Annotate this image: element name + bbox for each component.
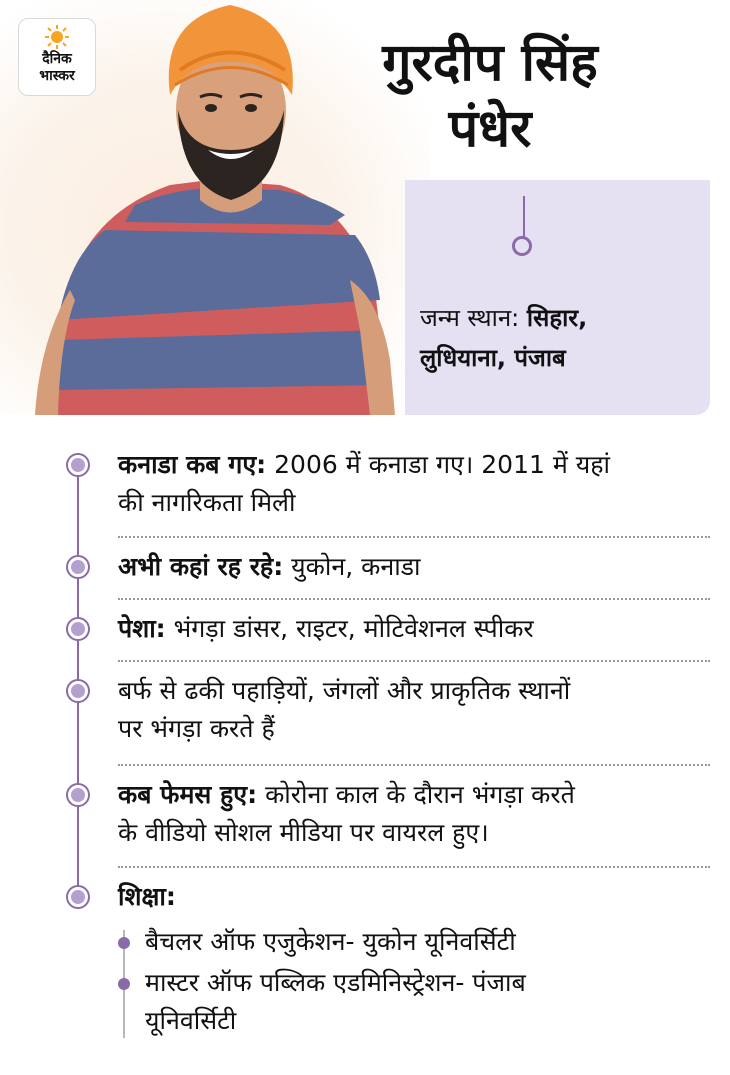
connector-line: [523, 196, 525, 238]
fact-label: अभी कहां रह रहे:: [118, 552, 284, 581]
person-name-line1: गुरदीप सिंह: [382, 33, 598, 93]
education-text-continued: यूनिवर्सिटी: [145, 1006, 237, 1035]
bullet-dot: [118, 978, 130, 990]
education-text: बैचलर ऑफ एजुकेशन- युकोन यूनिवर्सिटी: [145, 927, 516, 956]
birth-label: जन्म स्थान:: [420, 304, 520, 332]
fact-education: [118, 878, 708, 916]
connector-dot: [512, 236, 532, 256]
timeline-dot: [68, 785, 88, 805]
birth-place: [420, 298, 680, 378]
education-item: [145, 964, 705, 1040]
fact-profession: [118, 610, 708, 648]
fact-label: कनाडा कब गए:: [118, 450, 267, 479]
header-section: [0, 0, 730, 415]
birth-value-2: लुधियाना, पंजाब: [420, 344, 566, 372]
fact-text: कोरोना काल के दौरान भंगड़ा करते: [265, 780, 575, 809]
education-item: [145, 923, 705, 961]
bullet-dot: [118, 937, 130, 949]
logo-text-line2: भास्कर: [39, 68, 75, 84]
divider: [118, 598, 710, 600]
logo-text-line1: दैनिक: [42, 51, 72, 67]
education-text: मास्टर ऑफ पब्लिक एडमिनिस्ट्रेशन- पंजाब: [145, 968, 526, 997]
divider: [118, 660, 710, 662]
fact-label: पेशा:: [118, 614, 166, 643]
fact-text: बर्फ से ढकी पहाड़ियों, जंगलों और प्राकृतिक स्थानों: [118, 676, 571, 705]
fact-fame: [118, 776, 708, 852]
person-name: [380, 30, 600, 162]
fact-label: कब फेमस हुए:: [118, 780, 258, 809]
fact-canada-arrival: [118, 446, 708, 522]
person-name-line2: पंधेर: [448, 99, 532, 159]
fact-text: 2006 में कनाडा गए। 2011 में यहां: [274, 450, 610, 479]
fact-current-residence: [118, 548, 708, 586]
fact-text: भंगड़ा डांसर, राइटर, मोटिवेशनल स्पीकर: [173, 614, 534, 643]
dainik-bhaskar-logo[interactable]: [18, 18, 96, 96]
timeline-dot: [68, 887, 88, 907]
fact-text: युकोन, कनाडा: [291, 552, 421, 581]
timeline-dot: [68, 557, 88, 577]
timeline-dot: [68, 455, 88, 475]
sun-icon: [45, 25, 69, 49]
timeline-dot: [68, 619, 88, 639]
fact-text-continued: पर भंगड़ा करते हैं: [118, 714, 275, 743]
divider: [118, 866, 710, 868]
divider: [118, 764, 710, 766]
divider: [118, 536, 710, 538]
timeline-dot: [68, 681, 88, 701]
fact-text-continued: की नागरिकता मिली: [118, 488, 296, 517]
fact-label: शिक्षा:: [118, 882, 176, 911]
fact-bhangra-locations: [118, 672, 708, 748]
birth-value-1: सिहार,: [526, 304, 588, 332]
fact-text-continued: के वीडियो सोशल मीडिया पर वायरल हुए।: [118, 818, 489, 847]
